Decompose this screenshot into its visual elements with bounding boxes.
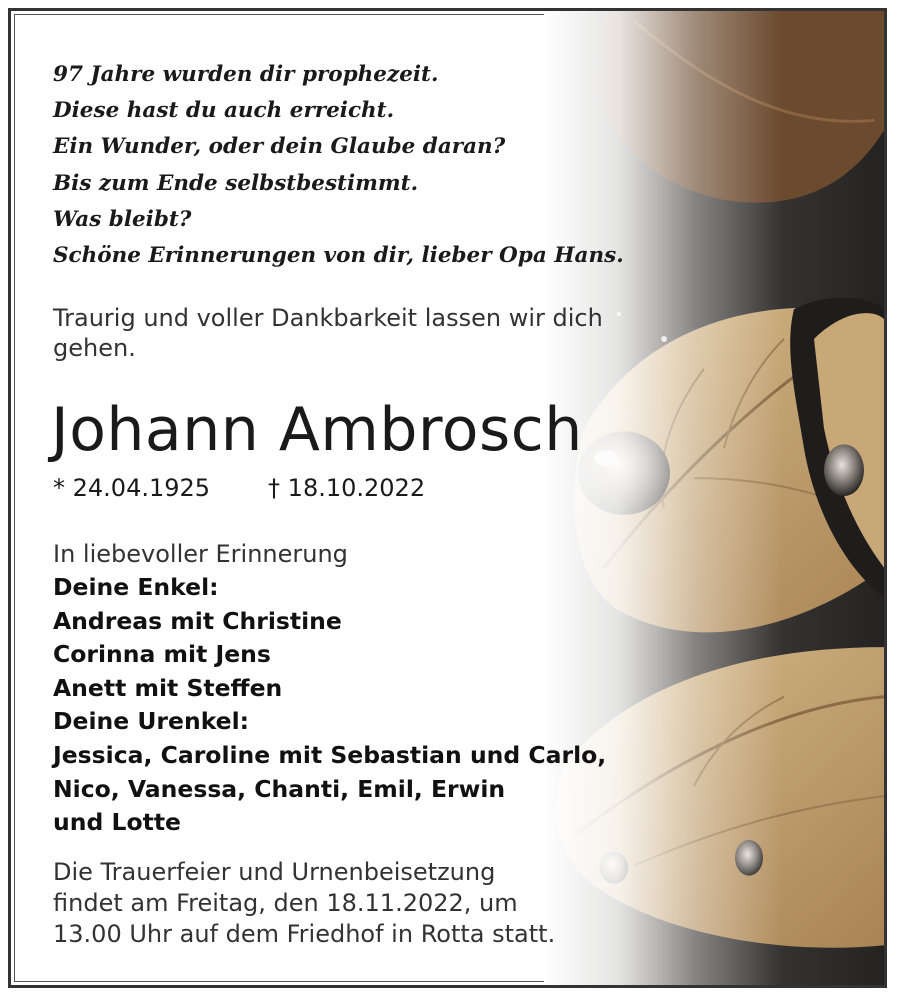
family-member: Nico, Vanessa, Chanti, Emil, Erwin <box>53 774 506 803</box>
family-member: Anett mit Steffen <box>53 673 283 702</box>
family-member: Corinna mit Jens <box>53 640 271 669</box>
poem-line: Bis zum Ende selbstbestimmt. <box>53 170 419 196</box>
family-heading-grandchildren: Deine Enkel: <box>53 573 219 601</box>
poem-line: Ein Wunder, oder dein Glaube daran? <box>53 134 506 160</box>
obituary-frame <box>8 8 887 988</box>
memory-line: In liebevoller Erinnerung <box>53 540 348 568</box>
service-line: Die Trauerfeier und Urnenbeisetzung <box>53 858 496 886</box>
family-list <box>53 571 606 840</box>
birth-date: * 24.04.1925 <box>53 474 211 502</box>
intro-text: Traurig und voller Dankbarkeit lassen wir dich gehen. <box>53 304 603 362</box>
family-heading-great-grandchildren: Deine Urenkel: <box>53 707 250 736</box>
poem-line: 97 Jahre wurden dir prophezeit. <box>53 62 439 87</box>
family-member: Jessica, Caroline mit Sebastian und Carlo, <box>53 740 607 769</box>
service-line: findet am Freitag, den 18.11.2022, um <box>53 889 518 917</box>
family-member: Andreas mit Christine <box>53 606 342 635</box>
deceased-name: Johann Ambrosch <box>51 395 583 465</box>
poem <box>53 57 624 274</box>
death-date: † 18.10.2022 <box>268 474 426 502</box>
funeral-service-info <box>53 857 555 950</box>
life-dates <box>53 473 425 503</box>
poem-line: Schöne Erinnerungen von dir, lieber Opa Hans. <box>53 243 624 269</box>
poem-line: Was bleibt? <box>53 206 192 232</box>
family-member: und Lotte <box>53 808 181 837</box>
service-line: 13.00 Uhr auf dem Friedhof in Rotta statt. <box>53 920 556 948</box>
poem-line: Diese hast du auch erreicht. <box>53 98 395 124</box>
